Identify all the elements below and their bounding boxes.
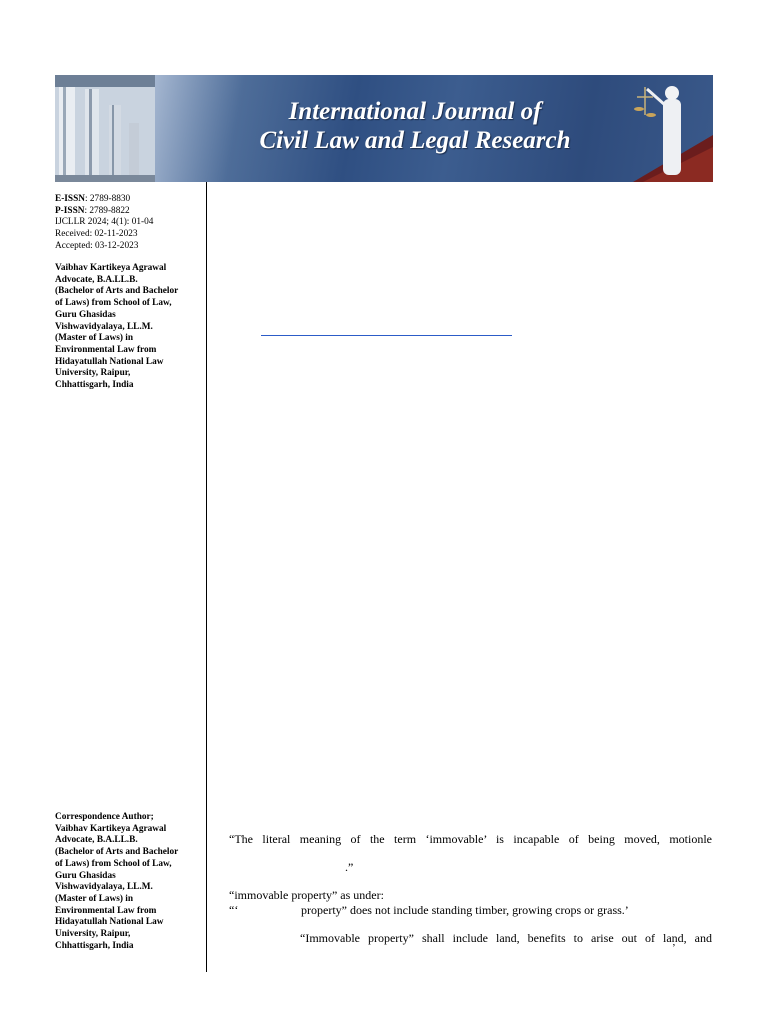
correspondence-affiliation-line: (Master of Laws) in bbox=[55, 893, 134, 904]
journal-title-line1: International Journal of bbox=[288, 98, 542, 125]
body-line-4: property” does not include standing timber, growing crops or grass.’ bbox=[301, 903, 629, 917]
author-affiliation-line: of Laws) from School of Law, bbox=[55, 298, 172, 309]
author-affiliation-line: (Master of Laws) in bbox=[55, 333, 134, 344]
author-affiliation-line: Guru Ghasidas bbox=[55, 309, 116, 320]
body-line-4-prefix: “‘ bbox=[229, 903, 239, 917]
author-affiliation-line: Chhattisgarh, India bbox=[55, 380, 134, 391]
body-line-2: .” bbox=[345, 860, 354, 874]
correspondence-affiliation-line: University, Raipur, bbox=[55, 929, 131, 940]
author-affiliation-line: University, Raipur, bbox=[55, 368, 131, 379]
accepted-date: Accepted: 03-12-2023 bbox=[55, 240, 139, 251]
column-divider bbox=[206, 182, 207, 972]
pissn-label: P-ISSN bbox=[55, 205, 85, 216]
body-line-1: “The literal meaning of the term ‘immovable’ is incapable of being moved, motionle bbox=[229, 832, 712, 846]
author-affiliation-line: Advocate, B.A.LL.B. bbox=[55, 274, 138, 285]
correspondence-name: Vaibhav Kartikeya Agrawal bbox=[55, 823, 167, 834]
article-meta bbox=[55, 194, 200, 253]
author-block bbox=[55, 263, 200, 392]
author-affiliation-line: Vishwavidyalaya, LL.M. bbox=[55, 321, 153, 332]
journal-title-line2: Civil Law and Legal Research bbox=[259, 127, 571, 154]
correspondence-heading: Correspondence Author; bbox=[55, 812, 154, 822]
correspondence-affiliation-line: (Bachelor of Arts and Bachelor bbox=[55, 847, 179, 858]
correspondence-affiliation-line: Environmental Law from bbox=[55, 905, 157, 916]
received-date: Received: 02-11-2023 bbox=[55, 229, 138, 240]
citation: IJCLLR 2024; 4(1): 01-04 bbox=[55, 217, 154, 228]
correspondence-affiliation-line: Guru Ghasidas bbox=[55, 870, 116, 881]
author-affiliation-line: (Bachelor of Arts and Bachelor bbox=[55, 286, 179, 297]
body-line-5-mark: ’ bbox=[672, 942, 676, 954]
journal-banner bbox=[55, 75, 713, 182]
correspondence-affiliation-line: Vishwavidyalaya, LL.M. bbox=[55, 882, 153, 893]
author-name: Vaibhav Kartikeya Agrawal bbox=[55, 263, 167, 273]
correspondence-affiliation-line: Hidayatullah National Law bbox=[55, 917, 164, 928]
correspondence-affiliation-line: Chhattisgarh, India bbox=[55, 940, 134, 951]
correspondence-affiliation-line: Advocate, B.A.LL.B. bbox=[55, 835, 138, 846]
eissn-value: : 2789-8830 bbox=[84, 194, 131, 204]
pissn-value: : 2789-8822 bbox=[84, 205, 130, 216]
pissn bbox=[55, 206, 200, 218]
columns-illustration bbox=[55, 75, 155, 182]
eissn-label: E-ISSN bbox=[55, 194, 85, 204]
body-line-3: “immovable property” as under: bbox=[229, 888, 384, 902]
correspondence-block bbox=[55, 812, 200, 952]
author-affiliation-line: Hidayatullah National Law bbox=[55, 356, 164, 367]
body-line-5: “Immovable property” shall include land, benefits to arise out of land, and bbox=[300, 931, 712, 945]
journal-title bbox=[215, 97, 615, 155]
author-affiliation-line: Environmental Law from bbox=[55, 344, 157, 355]
correspondence-affiliation-line: of Laws) from School of Law, bbox=[55, 858, 172, 869]
eissn bbox=[55, 194, 200, 206]
hyperlink-underline[interactable] bbox=[261, 335, 512, 336]
